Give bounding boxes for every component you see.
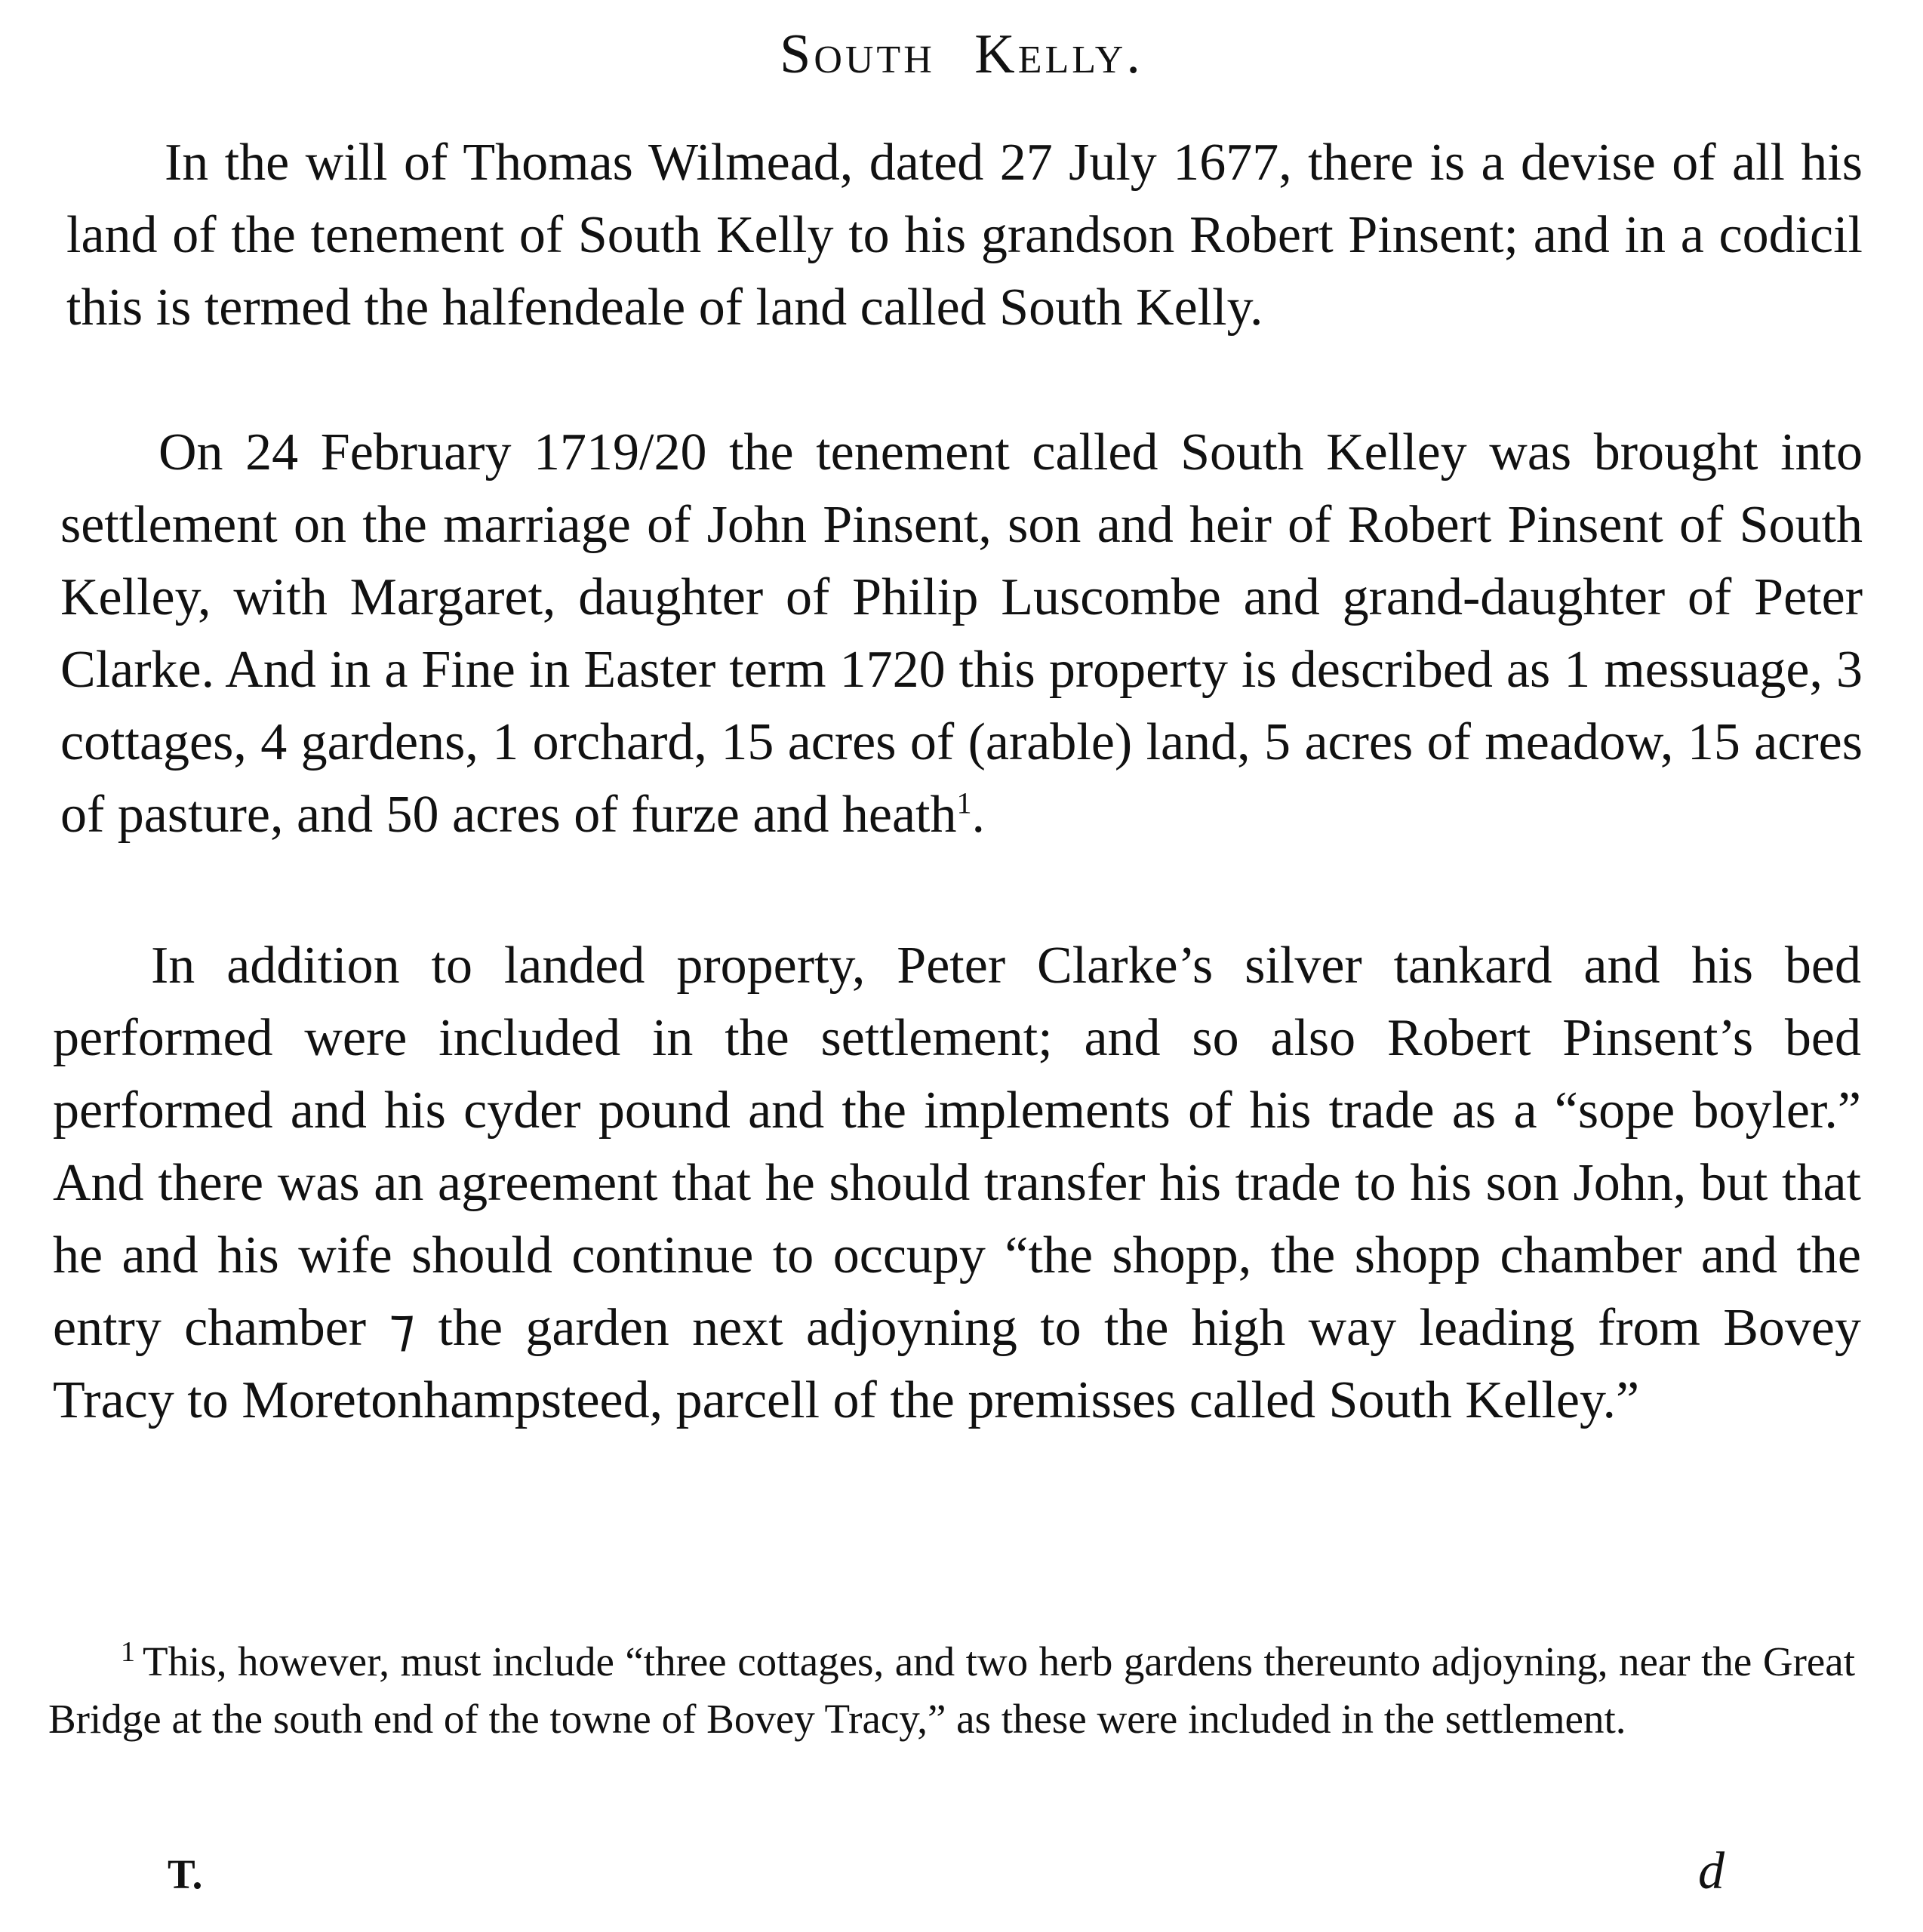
footnote-reference[interactable]: 1 [956,786,972,820]
paragraph-personal-property: In addition to landed property, Peter Clarke’s silver tankard and his bed performed were included in the settlement; and so also Robert Pinsent’s bed performed and his cyder pound and the implements of his trade as a “sope boyler.” And there was an agreement that he should transfer his trade to his son John, but that he and his wife should continue to occupy “the shopp, the shopp chamber and the entry chamber ⁊ the garden next adjoyning to the high way leading from Bovey Tracy to Moretonhampsteed, parcell of the premisses called South Kelley.” [53,937,1861,1429]
paragraph-will-of-thomas-wilmead: In the will of Thomas Wilmead, dated 27 July 1677, there is a devise of all his land of the tenement of South Kelly to his grandson Robert Pinsent; and in a codicil this is termed the halfendeale of land called South Kelly. [66,134,1863,337]
footnote [48,1633,1855,1748]
paragraph-settlement-1719 [60,417,1863,851]
paragraph-2-text: On 24 February 1719/20 the tenement called South Kelley was brought into settlement on the marriage of John Pinsent, son and heir of Robert Pinsent of South Kelley, with Margaret, daughter of Philip Luscombe and grand-daughter of Peter Clarke. And in a Fine in Easter term 1720 this property is described as 1 messuage, 3 cottages, 4 gardens, 1 orchard, 15 acres of (arable) land, 5 acres of meadow, 15 acres of pasture, and 50 acres of furze and heath [60,423,1863,844]
page-title: South Kelly. [780,23,1143,85]
footnote-mark: 1 [121,1635,135,1668]
paragraph-2-end: . [971,786,986,844]
folio-letter: d [1698,1842,1725,1900]
footnote-text: This, however, must include “three cottages, and two herb gardens thereunto adjoyning, near the Great Bridge at the south end of the towne of Bovey Tracy,” as these were included in the settlement. [48,1638,1855,1742]
signature-mark: T. [168,1851,203,1897]
